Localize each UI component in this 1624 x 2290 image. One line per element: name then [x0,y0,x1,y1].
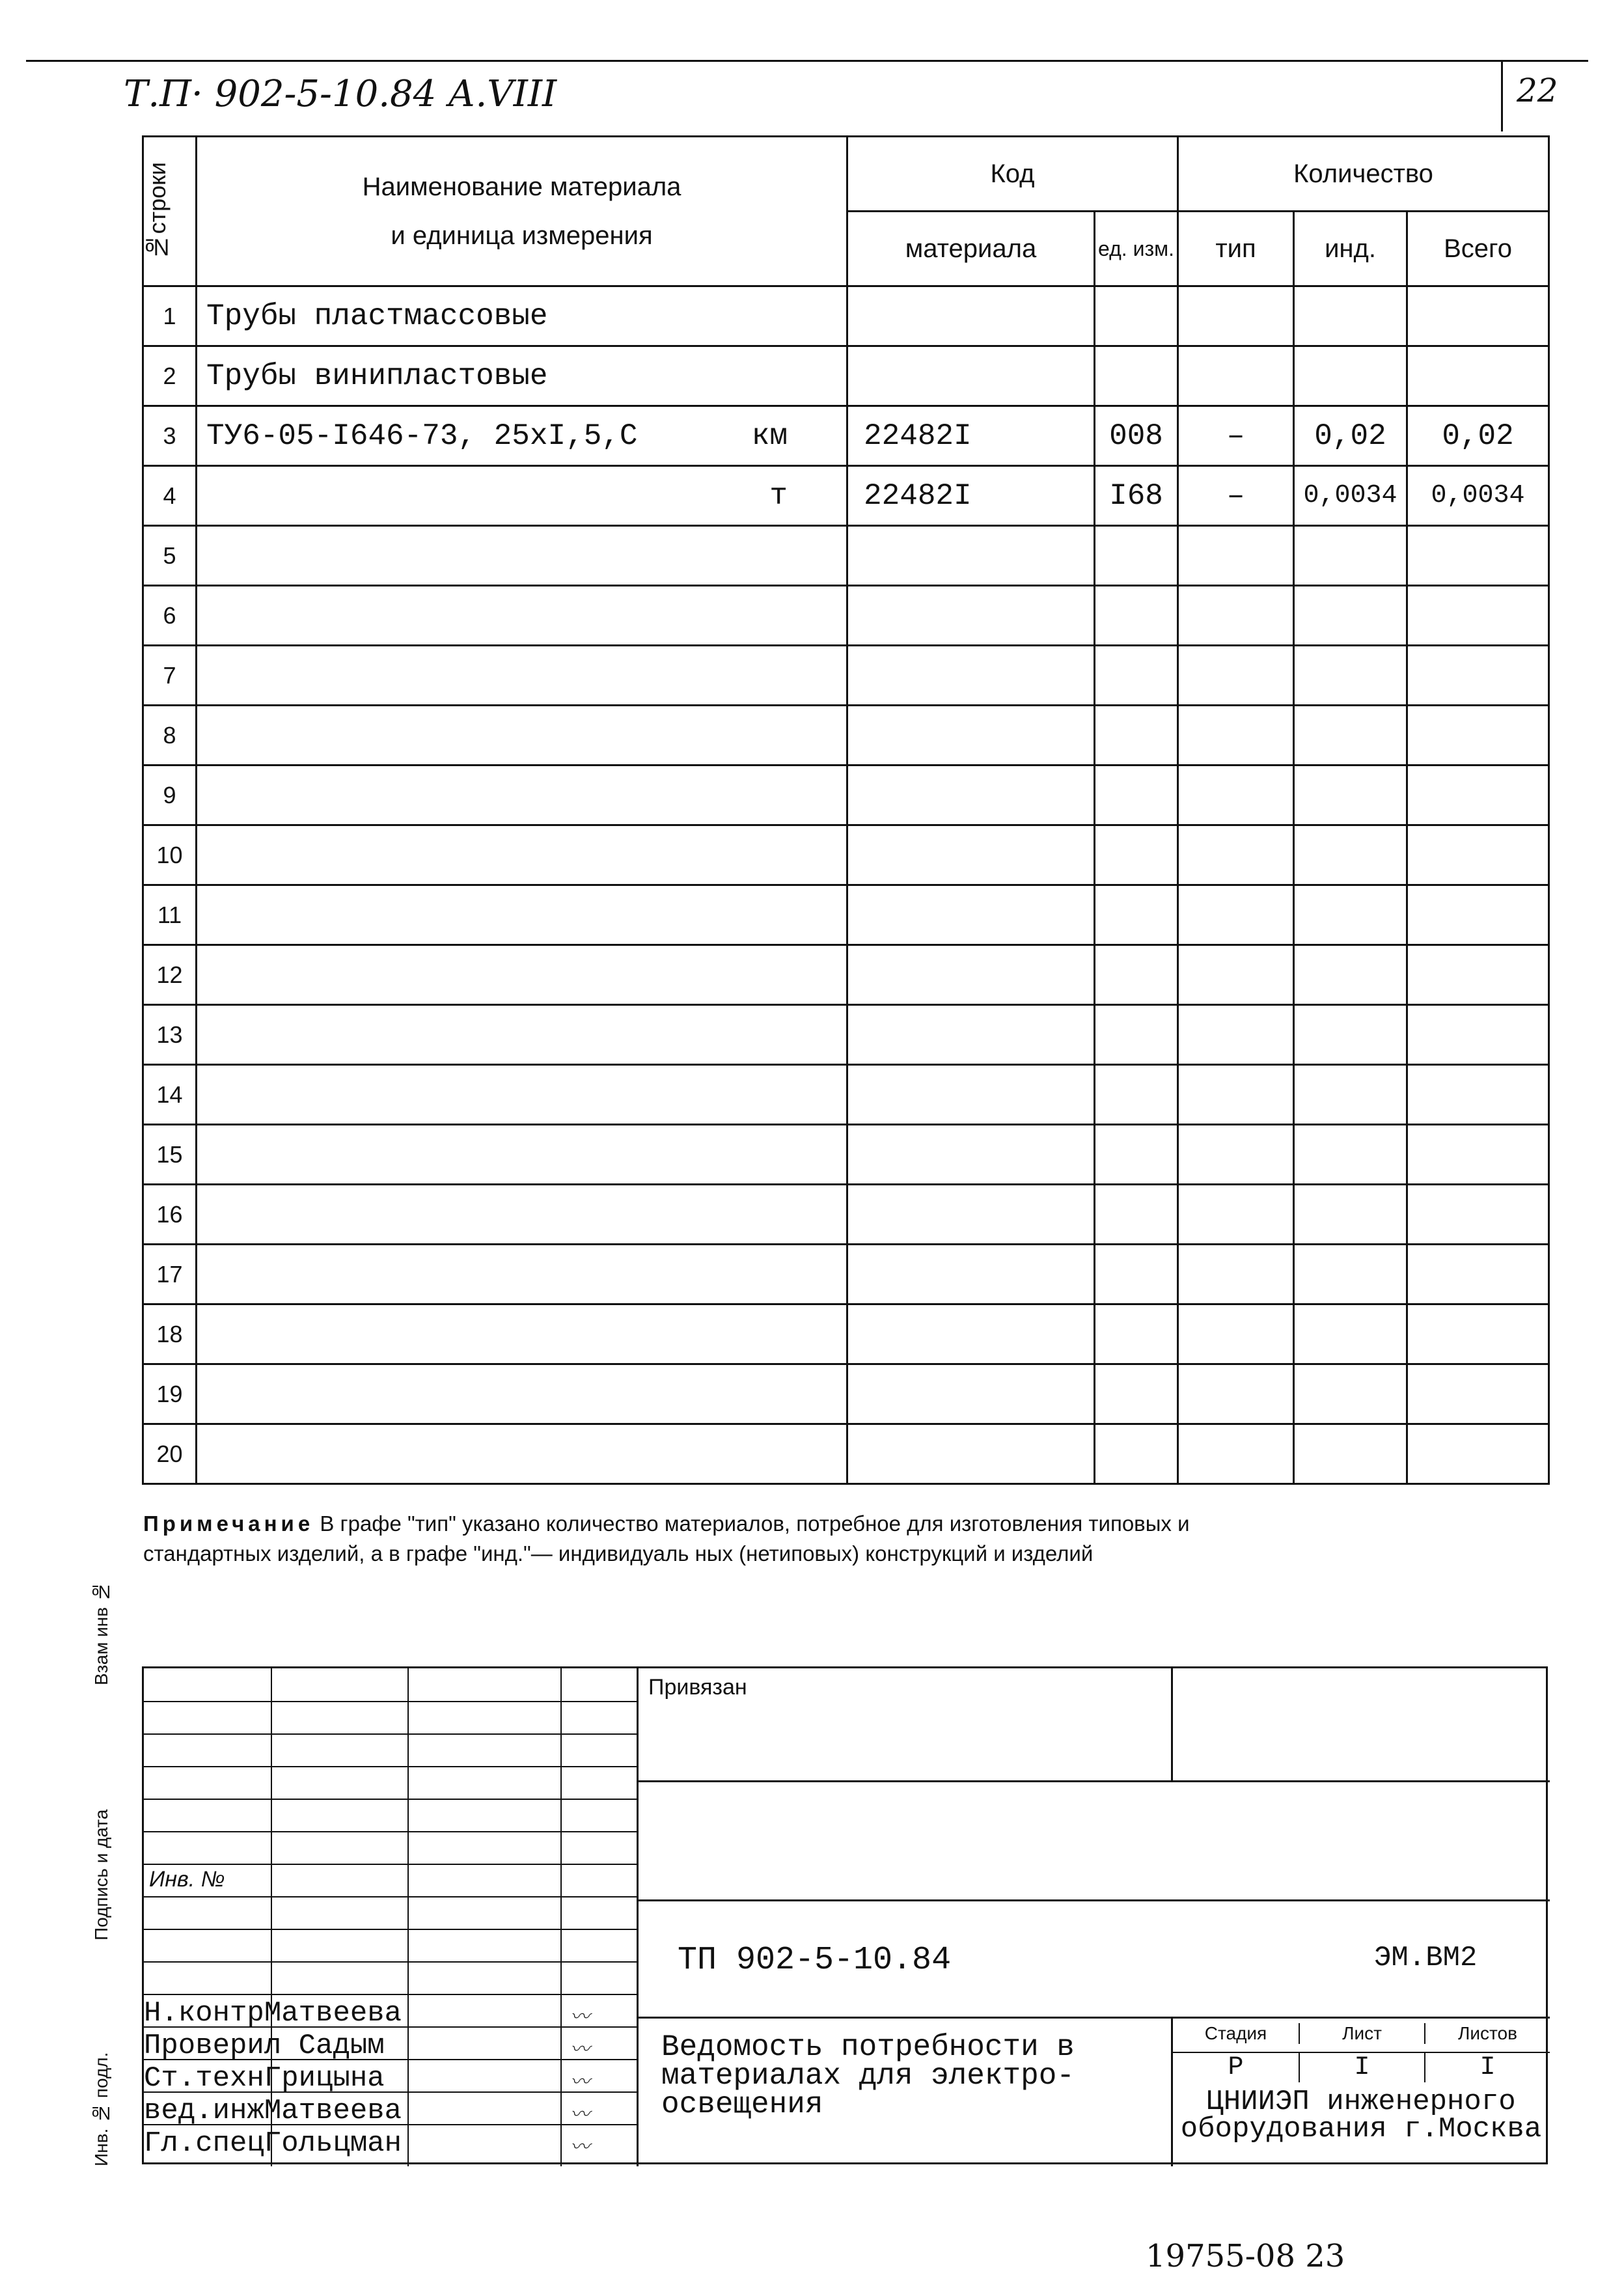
document-code: Т.П· 902-5-10.84 А.VIII [124,73,557,115]
row-number-header: №строки [143,137,197,286]
unit-header: ед. изм. [1095,212,1178,286]
row-number: 16 [143,1185,197,1245]
row-number: 12 [143,945,197,1005]
table-row [143,1125,1549,1185]
sheet-description: Ведомость потребности в материалах для электро- освещения [661,2030,1075,2121]
total-quantity [1407,286,1549,346]
row-number: 9 [143,766,197,825]
side-label-inventory: Инв. № подл. [91,2052,111,2166]
total-quantity [1407,346,1549,406]
row-number: 1 [143,286,197,346]
code-header: Код [847,137,1178,212]
side-label-signature: Подпись и дата [91,1809,111,1940]
sheets-value: I [1424,2053,1550,2082]
title-block [142,1666,1548,2164]
material-name: Трубы пластмассовые [197,286,847,346]
row-number: 4 [143,466,197,526]
table-row [143,406,1549,466]
material-code [847,286,1095,346]
row-number: 18 [143,1304,197,1364]
type-quantity [1178,346,1294,406]
table-row [143,1364,1549,1424]
table-row [143,1005,1549,1065]
stage-box [1171,2023,1548,2086]
row-number: 3 [143,406,197,466]
row-number: 14 [143,1065,197,1125]
table-row [143,885,1549,945]
top-border [26,60,1588,62]
row-number: 10 [143,825,197,885]
total-quantity: 0,02 [1407,406,1549,466]
signature-image: 〰 [570,2006,590,2028]
row-number: 8 [143,706,197,766]
ind-header: инд. [1294,212,1407,286]
organization: ЦНИИЭП инженерного оборудования г.Москва [1180,2086,1542,2145]
row-number: 2 [143,346,197,406]
row-number: 7 [143,646,197,706]
sheet-label: Лист [1299,2023,1424,2044]
inventory-number-label: Инв. № [149,1867,225,1892]
total-header: Всего [1407,212,1549,286]
note-text: В графе "тип" указано количество материалов, потребное для изготовления типовых и стандартных изделий, а в графе "инд."— индивидуаль ных (нетиповых) конструкций и изделий [143,1511,1190,1566]
ind-quantity: 0,02 [1294,406,1407,466]
material-code-header: материала [847,212,1095,286]
materials-table [142,135,1550,1485]
table-row [143,1065,1549,1125]
ind-quantity [1294,286,1407,346]
signer-row: Н.контрМатвеева [144,1997,402,2030]
signature-image: 〰 [570,2038,590,2061]
row-number: 6 [143,586,197,646]
table-row [143,766,1549,825]
page-number-box [1501,60,1503,131]
material-name: ТУ6-05-I646-73, 25хI,5,С км [197,406,847,466]
type-header: тип [1178,212,1294,286]
ind-quantity: 0,0034 [1294,466,1407,526]
ind-quantity [1294,346,1407,406]
sheet-mark: ЭМ.ВМ2 [1374,1942,1478,1974]
row-number: 17 [143,1245,197,1304]
signer-row: Ст.технГрицына [144,2062,385,2095]
table-row [143,1424,1549,1484]
table-row [143,526,1549,586]
row-number: 13 [143,1005,197,1065]
note-lead: Примечание [143,1511,314,1536]
type-quantity: – [1178,466,1294,526]
signature-image: 〰 [570,2136,590,2159]
sheet-value: I [1299,2053,1424,2082]
sheets-label: Листов [1424,2023,1550,2044]
note [143,1509,1217,1569]
table-row [143,825,1549,885]
material-code: 22482I [847,466,1095,526]
quantity-header: Количество [1178,137,1549,212]
table-row [143,346,1549,406]
row-number: 20 [143,1424,197,1484]
row-number: 15 [143,1125,197,1185]
unit-code: I68 [1095,466,1178,526]
table-row [143,706,1549,766]
type-quantity: – [1178,406,1294,466]
table-row [143,1304,1549,1364]
unit-code [1095,286,1178,346]
table-row [143,586,1549,646]
material-code [847,346,1095,406]
signer-row: вед.инжМатвеева [144,2095,402,2127]
table-row [143,1185,1549,1245]
stage-label: Стадия [1204,2023,1267,2043]
row-number: 5 [143,526,197,586]
material-name: т [197,466,847,526]
table-row [143,466,1549,526]
unit-code: 008 [1095,406,1178,466]
page-number: 22 [1517,72,1558,109]
signer-row: Проверил Садым [144,2030,385,2062]
table-row [143,1245,1549,1304]
material-name-header: Наименование материала и единица измерения [197,137,847,286]
material-code: 22482I [847,406,1095,466]
type-quantity [1178,286,1294,346]
table-row [143,945,1549,1005]
side-label-vzam: Взам инв № [91,1582,111,1686]
archive-number: 19755-08 23 [1146,2238,1345,2274]
signature-image: 〰 [570,2103,590,2126]
stage-value: Р [1228,2053,1244,2082]
material-name: Трубы винипластовые [197,346,847,406]
sheet-code: ТП 902-5-10.84 [678,1942,952,1979]
row-number: 11 [143,885,197,945]
bound-area [639,1668,1550,1782]
total-quantity: 0,0034 [1407,466,1549,526]
table-row [143,286,1549,346]
signer-row: Гл.спецГольцман [144,2127,402,2160]
signature-image: 〰 [570,2071,590,2093]
bound-label: Привязан [648,1675,747,1700]
table-row [143,646,1549,706]
unit-code [1095,346,1178,406]
row-number: 19 [143,1364,197,1424]
